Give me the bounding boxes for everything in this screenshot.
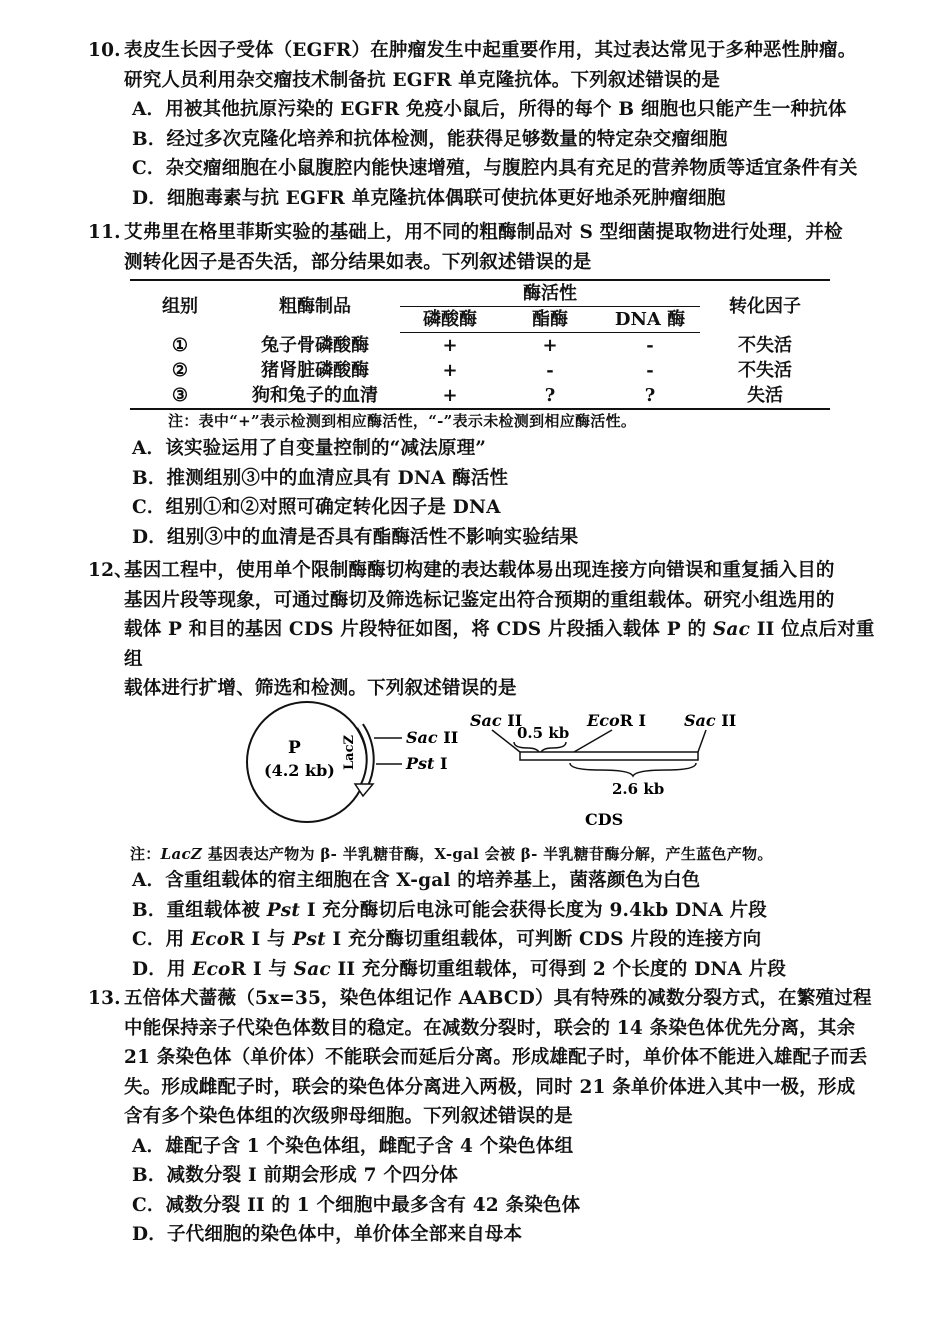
option-text: D．用	[132, 958, 193, 980]
question-12-options	[88, 866, 888, 984]
option-a: A．雄配子含 1 个染色体组，雌配子含 4 个染色体组	[132, 1135, 574, 1157]
cell-prep: 兔子骨磷酸酶	[261, 334, 369, 356]
question-12	[88, 556, 888, 704]
option-c	[88, 925, 888, 955]
cell-prep: 猪肾脏磷酸酶	[261, 360, 369, 381]
cell-factor: 不失活	[738, 334, 792, 356]
cds-site-mid: EcoR I	[587, 711, 646, 730]
cell-factor: 不失活	[738, 360, 792, 381]
option-c: C．减数分裂 II 的 1 个细胞中最多含有 42 条染色体	[132, 1194, 581, 1216]
header-factor: 转化因子	[700, 280, 830, 333]
option-italic: Eco	[190, 929, 230, 950]
question-10	[88, 36, 888, 213]
option-c: C．杂交瘤细胞在小鼠腹腔内能快速增殖，与腹腔内具有充足的营养物质等适宜条件有关	[132, 158, 858, 179]
cds-right-tick	[698, 730, 706, 752]
option-b: B．减数分裂 I 前期会形成 7 个四分体	[132, 1165, 459, 1186]
stem-line: 表皮生长因子受体（EGFR）在肿瘤发生中起重要作用，其过表达常见于多种恶性肿瘤。	[124, 40, 857, 61]
plasmid-site-sacii: Sac II	[406, 728, 459, 747]
option-d: D．组别③中的血清是否具有酯酶活性不影响实验结果	[132, 526, 579, 548]
cds-mid-tick	[574, 730, 612, 752]
option-c: C．组别①和②对照可确定转化因子是 DNA	[132, 497, 501, 518]
option-d: D．细胞毒素与抗 EGFR 单克隆抗体偶联可使抗体更好地杀死肿瘤细胞	[132, 187, 726, 209]
stem-line: 21 条染色体（单价体）不能联会而延后分离。形成雄配子时，单价体不能进入雄配子而丢	[124, 1047, 868, 1068]
table-row	[130, 333, 830, 359]
stem-line: 艾弗里在格里菲斯实验的基础上，用不同的粗酶制品对 S 型细菌提取物进行处理，并检	[124, 222, 843, 243]
option-a: A．该实验运用了自变量控制的“减法原理”	[132, 438, 487, 459]
stem-italic: Sac	[712, 619, 751, 640]
cds-left-tick	[492, 730, 520, 752]
option-b: B．推测组别③中的血清应具有 DNA 酶活性	[132, 467, 509, 489]
cds-len-long: 2.6 kb	[612, 780, 665, 798]
option-italic: Sac	[293, 958, 331, 980]
question-11-stem	[88, 218, 888, 248]
table-row	[130, 358, 830, 383]
option-b: B．经过多次克隆化培养和抗体检测，能获得足够数量的特定杂交瘤细胞	[132, 128, 728, 150]
option-a: A．含重组载体的宿主细胞在含 X-gal 的培养基上，菌落颜色为白色	[132, 870, 701, 891]
stem-line: 测转化因子是否失活，部分结果如表。下列叙述错误的是	[124, 251, 592, 273]
cds-site-left: Sac II	[470, 711, 523, 730]
table-note: 注：表中“+”表示检测到相应酶活性，“-”表示未检测到相应酶活性。	[168, 412, 637, 430]
stem-text: 载体 P 和目的基因 CDS 片段特征如图，将 CDS 片段插入载体 P 的	[124, 619, 713, 640]
question-10-stem	[88, 36, 888, 66]
subheader-phosphatase: 磷酸酶	[400, 307, 500, 333]
cell-dnase: ?	[600, 383, 700, 409]
cell-dnase: -	[646, 335, 654, 356]
stem-line: 中能保持亲子代染色体数目的稳定。在减数分裂时，联会的 14 条染色体优先分离，其余	[124, 1017, 856, 1039]
cds-bar	[520, 752, 698, 760]
question-11	[88, 218, 888, 277]
question-11-options	[88, 434, 888, 552]
subheader-esterase: 酯酶	[500, 307, 600, 333]
cell-ester: ?	[500, 383, 600, 409]
enzyme-table-wrap	[130, 279, 830, 410]
cell-phos: +	[400, 383, 500, 409]
option-italic: Eco	[192, 958, 231, 980]
figure-note	[130, 843, 773, 865]
option-text: R I 与	[230, 958, 294, 980]
question-number: 10.	[88, 40, 121, 61]
plasmid-size: (4.2 kb)	[264, 761, 335, 780]
header-group: 组别	[130, 280, 230, 333]
note-text: 基因表达产物为 β- 半乳糖苷酶，X-gal 会被 β- 半乳糖苷酶分解，产生蓝色产物。	[202, 845, 773, 863]
stem-line: 载体进行扩增、筛选和检测。下列叙述错误的是	[124, 678, 517, 699]
question-12-stem	[88, 556, 888, 586]
option-text: II 充分酶切重组载体，可得到 2 个长度的 DNA 片段	[330, 958, 787, 980]
cds-site-right: Sac II	[684, 711, 737, 730]
enzyme-table	[130, 279, 830, 410]
table-row	[130, 383, 830, 409]
vector-figure	[240, 698, 760, 838]
question-number: 11.	[88, 222, 121, 243]
subheader-dnase: DNA 酶	[600, 307, 700, 333]
option-text: B．重组载体被	[132, 899, 267, 921]
stem-line: 五倍体犬蔷薇（5x=35，染色体组记作 AABCD）具有特殊的减数分裂方式，在繁殖过程	[124, 988, 872, 1009]
option-italic: Pst	[292, 929, 326, 950]
stem-line: 研究人员利用杂交瘤技术制备抗 EGFR 单克隆抗体。下列叙述错误的是	[124, 69, 721, 91]
question-13	[88, 984, 888, 1250]
option-italic: Pst	[266, 899, 301, 921]
cell-group: ①	[171, 334, 189, 356]
cell-group: ②	[171, 360, 189, 381]
question-13-stem	[88, 984, 888, 1014]
plasmid-site-psti: Pst I	[406, 754, 448, 773]
cell-dnase: -	[646, 360, 654, 381]
stem-line	[88, 615, 888, 674]
stem-line: 基因工程中，使用单个限制酶酶切构建的表达载体易出现连接方向错误和重复插入目的	[124, 560, 835, 581]
header-activity: 酶活性	[400, 280, 700, 307]
option-text: I 充分酶切重组载体，可判断 CDS 片段的连接方向	[325, 929, 762, 950]
option-d	[88, 955, 888, 985]
cell-ester: +	[542, 335, 558, 356]
stem-line: 含有多个染色体组的次级卵母细胞。下列叙述错误的是	[124, 1106, 573, 1127]
header-prep: 粗酶制品	[230, 280, 400, 333]
cell-group: ③	[130, 383, 230, 409]
plasmid-name: P	[288, 738, 301, 758]
option-text: C．用	[132, 929, 191, 950]
cell-phos: +	[442, 335, 458, 356]
cell-ester: -	[546, 360, 554, 381]
cell-factor: 失活	[700, 383, 830, 409]
option-d: D．子代细胞的染色体中，单价体全部来自母本	[132, 1224, 523, 1245]
note-text: 注：	[130, 845, 161, 863]
option-text: R I 与	[229, 929, 293, 950]
stem-text: II 位点后对重组	[124, 619, 875, 670]
option-a: A．用被其他抗原污染的 EGFR 免疫小鼠后，所得的每个 B 细胞也只能产生一种抗体	[132, 99, 847, 120]
question-number: 12、	[88, 560, 133, 581]
cell-prep: 狗和兔子的血清	[230, 383, 400, 409]
option-text: I 充分酶切后电泳可能会获得长度为 9.4kb DNA 片段	[300, 899, 767, 921]
option-b	[88, 896, 888, 926]
cds-label: CDS	[585, 810, 624, 829]
question-number: 13.	[88, 988, 121, 1009]
stem-line: 基因片段等现象，可通过酶切及筛选标记鉴定出符合预期的重组载体。研究小组选用的	[124, 589, 835, 611]
brace-long	[570, 763, 696, 776]
lacz-label: LacZ	[342, 735, 357, 770]
note-italic: LacZ	[160, 845, 203, 863]
stem-line: 失。形成雌配子时，联会的染色体分离进入两极，同时 21 条单价体进入其中一极，形成	[124, 1076, 856, 1098]
cell-phos: +	[442, 360, 458, 381]
cds-len-short: 0.5 kb	[517, 724, 570, 742]
